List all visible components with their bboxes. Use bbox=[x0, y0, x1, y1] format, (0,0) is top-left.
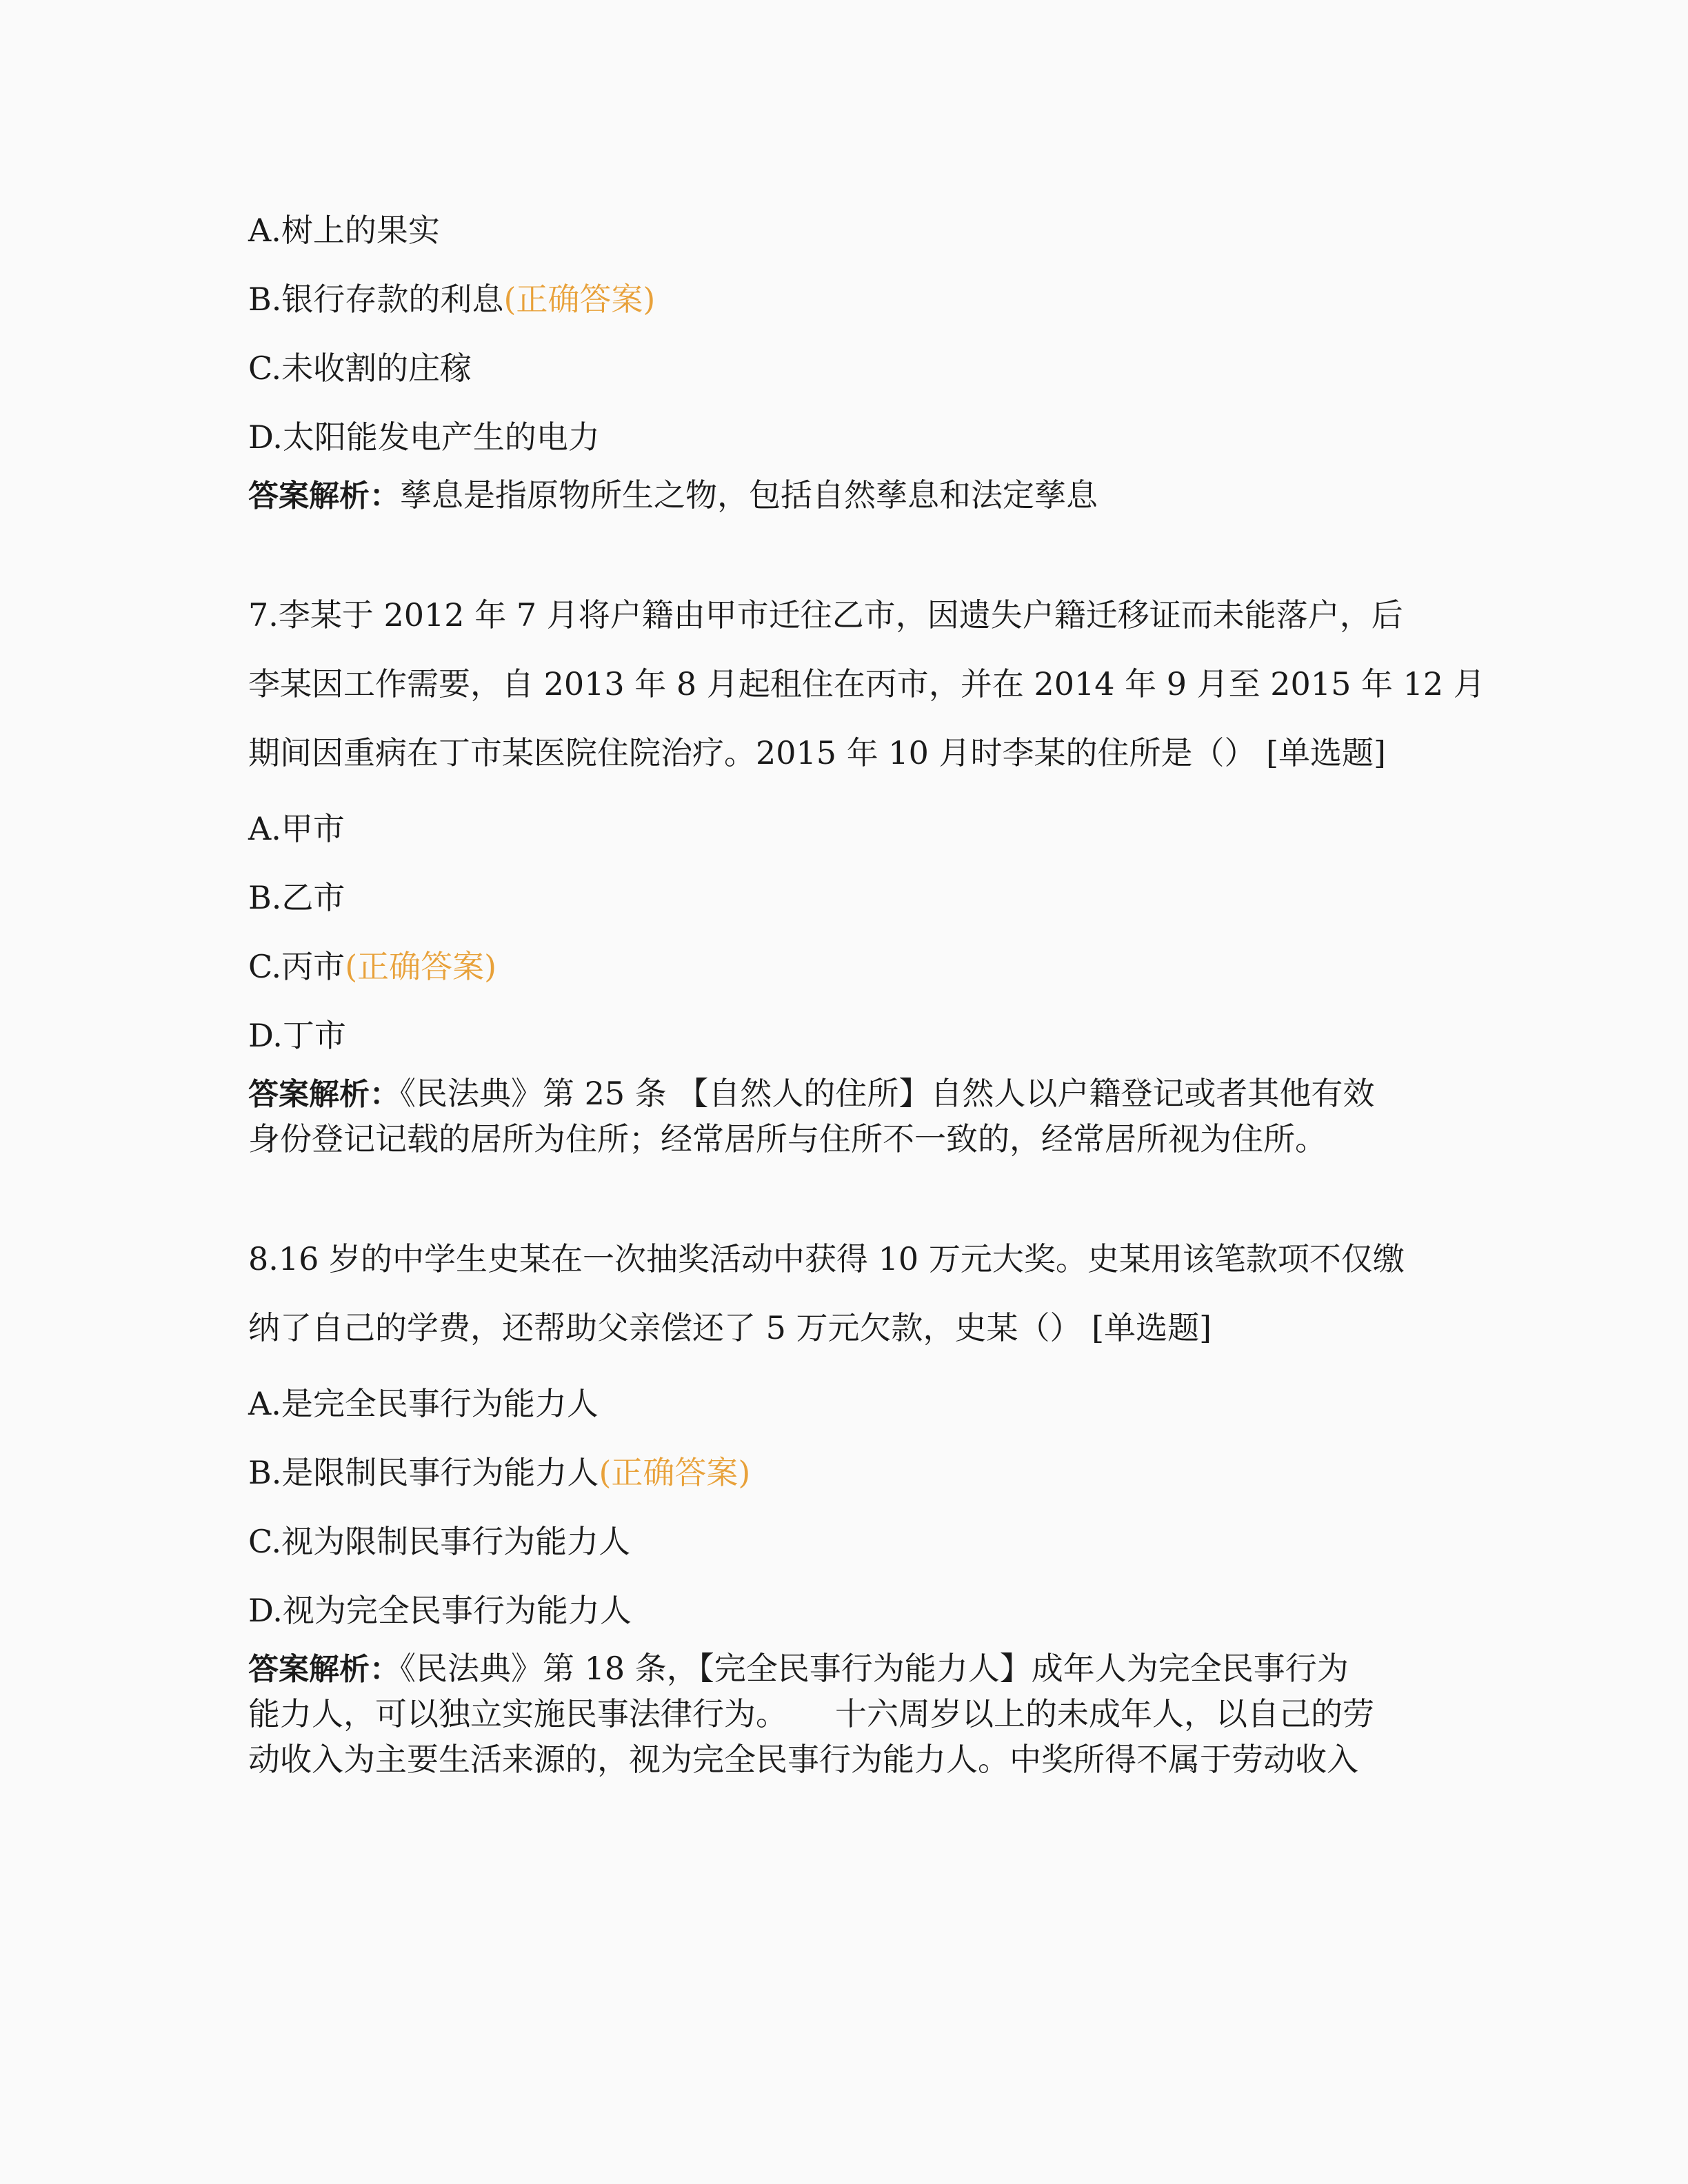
q7-correct-answer-tag: (正确答案) bbox=[345, 948, 497, 985]
q6-option-c[interactable] bbox=[248, 347, 472, 389]
q8-option-c-text: C.视为限制民事行为能力人 bbox=[248, 1523, 631, 1560]
q7-analysis-line-1 bbox=[248, 1073, 1374, 1115]
q8-correct-answer-tag: (正确答案) bbox=[599, 1454, 751, 1491]
q7-option-c-text: C.丙市 bbox=[248, 948, 345, 985]
q6-option-b[interactable] bbox=[248, 279, 655, 320]
q8-option-c[interactable] bbox=[248, 1521, 630, 1562]
q8-stem-line-2: 纳了自己的学费，还帮助父亲偿还了 5 万元欠款，史某（） [单选题] bbox=[248, 1309, 1212, 1346]
q8-option-d[interactable] bbox=[248, 1590, 632, 1631]
q6-option-c-text: C.未收割的庄稼 bbox=[248, 350, 472, 387]
q8-analysis-label: 答案解析： bbox=[248, 1652, 400, 1687]
q6-option-d-text: D.太阳能发电产生的电力 bbox=[248, 418, 600, 456]
q6-analysis-label: 答案解析： bbox=[248, 478, 400, 514]
q8-analysis-line-2: 能力人，可以独立实施民事法律行为。 十六周岁以上的未成年人，以自己的劳 bbox=[248, 1695, 1374, 1732]
q6-option-b-text: B.银行存款的利息 bbox=[248, 281, 504, 318]
q8-option-b-text: B.是限制民事行为能力人 bbox=[248, 1454, 599, 1491]
q8-option-a-text: A.是完全民事行为能力人 bbox=[248, 1385, 599, 1422]
q8-analysis-line-1 bbox=[248, 1648, 1349, 1690]
q8-option-d-text: D.视为完全民事行为能力人 bbox=[248, 1592, 632, 1629]
q7-option-b-text: B.乙市 bbox=[248, 879, 345, 916]
q6-analysis-text: 孳息是指原物所生之物，包括自然孳息和法定孳息 bbox=[400, 476, 1098, 514]
q7-stem-line-2: 李某因工作需要，自 2013 年 8 月起租住在丙市，并在 2014 年 9 月至 2015 年 12 月 bbox=[248, 665, 1485, 702]
q7-analysis-line-2: 身份登记记载的居所为住所；经常居所与住所不一致的，经常居所视为住所。 bbox=[248, 1120, 1327, 1157]
q6-option-d[interactable] bbox=[248, 416, 600, 458]
q7-analysis-label: 答案解析： bbox=[248, 1077, 400, 1112]
q8-stem-line-1: 8.16 岁的中学生史某在一次抽奖活动中获得 10 万元大奖。史某用该笔款项不仅缴 bbox=[248, 1240, 1405, 1277]
q6-analysis bbox=[248, 474, 1098, 517]
q6-correct-answer-tag: (正确答案) bbox=[503, 281, 656, 318]
q7-option-d-text: D.丁市 bbox=[248, 1017, 346, 1054]
q7-stem-line-1: 7.李某于 2012 年 7 月将户籍由甲市迁往乙市，因遗失户籍迁移证而未能落户，后 bbox=[248, 596, 1403, 634]
q7-option-a-text: A.甲市 bbox=[248, 810, 345, 847]
q6-option-a[interactable] bbox=[248, 210, 440, 251]
q7-option-d[interactable] bbox=[248, 1015, 346, 1056]
q7-stem-line-3: 期间因重病在丁市某医院住院治疗。2015 年 10 月时李某的住所是（） [单选题] bbox=[248, 734, 1386, 771]
q7-analysis-text-1: 《民法典》第 25 条 【自然人的住所】自然人以户籍登记或者其他有效 bbox=[400, 1075, 1375, 1112]
q7-option-c[interactable] bbox=[248, 946, 496, 987]
q7-option-b[interactable] bbox=[248, 877, 345, 918]
q6-option-a-text: A.树上的果实 bbox=[248, 212, 440, 249]
q8-analysis-line-3: 动收入为主要生活来源的，视为完全民事行为能力人。中奖所得不属于劳动收入 bbox=[248, 1741, 1358, 1778]
q8-option-b[interactable] bbox=[248, 1452, 750, 1493]
q8-analysis-text-1: 《民法典》第 18 条，【完全民事行为能力人】成年人为完全民事行为 bbox=[400, 1650, 1349, 1687]
q7-option-a[interactable] bbox=[248, 808, 345, 849]
q8-option-a[interactable] bbox=[248, 1383, 599, 1424]
